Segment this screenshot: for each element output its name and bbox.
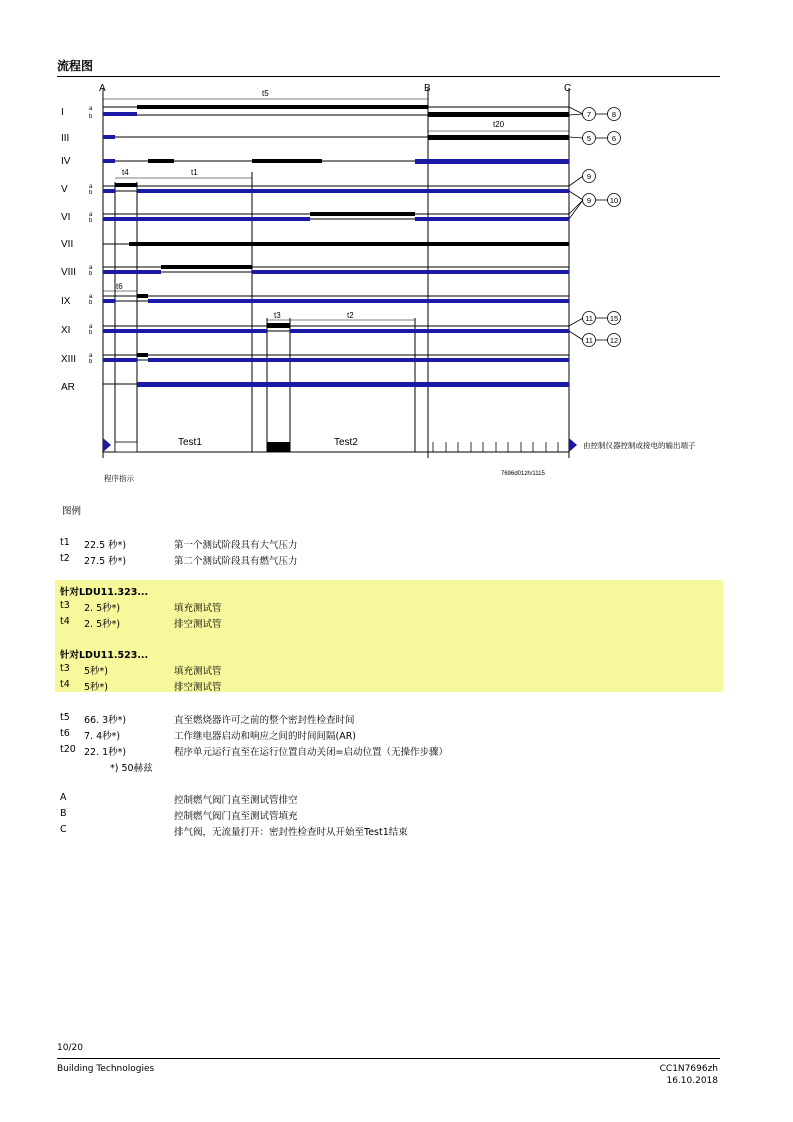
program-sequence xyxy=(103,437,577,452)
terminal-label: 12 xyxy=(609,336,619,345)
terminal-label: 15 xyxy=(609,314,619,323)
ab-a: a xyxy=(89,265,93,271)
row-label-i: I xyxy=(61,107,64,118)
legend-desc: 程序单元运行直至在运行位置自动关闭=启动位置（无操作步骤） xyxy=(174,747,448,758)
group-heading: 针对LDU11.523... xyxy=(60,650,149,661)
row-label-iii: III xyxy=(61,133,70,144)
legend-desc: 第二个测试阶段具有燃气压力 xyxy=(174,556,298,567)
row-label-vi: VI xyxy=(61,212,71,223)
group-heading: 针对LDU11.323... xyxy=(60,587,149,598)
ab-a: a xyxy=(89,184,93,190)
highlight-box xyxy=(55,580,723,692)
terminal-label: 7 xyxy=(586,110,592,119)
page-title: 流程图 xyxy=(57,59,94,73)
ab-a: a xyxy=(89,294,93,300)
test2-label: Test2 xyxy=(334,437,358,448)
t2-label: t2 xyxy=(347,311,354,320)
legend-desc: 填充测试管 xyxy=(174,603,222,614)
terminal-label: 11 xyxy=(585,336,593,345)
legend-desc: 直至燃烧器许可之前的整个密封性检查时间 xyxy=(174,715,355,726)
legend-desc: 第一个测试阶段具有大气压力 xyxy=(174,540,298,551)
legend-value: 5秒*) xyxy=(84,682,109,693)
legend-value: 27.5 秒*) xyxy=(84,556,127,567)
row-label-ix: IX xyxy=(61,296,71,307)
position-key: A xyxy=(60,792,67,803)
row-label-viii: VIII xyxy=(61,267,77,278)
terminal-label: 9 xyxy=(586,196,592,205)
row-label-vii: VII xyxy=(61,239,74,250)
legend-key: t20 xyxy=(60,744,76,755)
row-label-xi: XI xyxy=(61,325,71,336)
legend-value: 2. 5秒*) xyxy=(84,619,121,630)
row-label-ar: AR xyxy=(61,382,75,393)
test1-label: Test1 xyxy=(178,437,202,448)
row-label-xiii: XIII xyxy=(61,354,77,365)
legend-key: t2 xyxy=(60,553,70,564)
ab-a: a xyxy=(89,212,93,218)
ab-b: b xyxy=(89,359,93,365)
t6-label: t6 xyxy=(116,282,123,291)
legend-key: t3 xyxy=(60,663,70,674)
signal-bars xyxy=(103,105,569,387)
ab-b: b xyxy=(89,271,93,277)
ab-a: a xyxy=(89,353,93,359)
t3-label: t3 xyxy=(274,311,281,320)
ab-b: b xyxy=(89,218,93,224)
position-desc: 控制燃气阀门直至测试管填充 xyxy=(174,811,298,822)
legend-value: 5秒*) xyxy=(84,666,109,677)
ab-a: a xyxy=(89,324,93,330)
terminal-label: 8 xyxy=(611,110,617,119)
legend-key: t4 xyxy=(60,679,70,690)
ab-b: b xyxy=(89,114,93,120)
position-desc: 控制燃气阀门直至测试管排空 xyxy=(174,795,298,806)
flow-diagram xyxy=(0,0,793,500)
position-desc: 排气阀，无流量打开：密封性检查时从开始至Test1结束 xyxy=(174,827,408,838)
legend-key: t4 xyxy=(60,616,70,627)
footer-rule xyxy=(57,1058,720,1059)
legend-value: 66. 3秒*) xyxy=(84,715,127,726)
legend-key: t3 xyxy=(60,600,70,611)
legend-heading: 图例 xyxy=(62,506,82,517)
legend-desc: 填充测试管 xyxy=(174,666,222,677)
t20-label: t20 xyxy=(493,120,505,129)
terminal-label: 5 xyxy=(586,134,592,143)
t4-label: t4 xyxy=(122,168,129,177)
legend-key: t6 xyxy=(60,728,70,739)
marker-b: B xyxy=(424,83,431,94)
footnote: *) 50赫兹 xyxy=(110,763,153,774)
legend-value: 2. 5秒*) xyxy=(84,603,121,614)
company-name: Building Technologies xyxy=(57,1064,155,1074)
drawing-id: 7696d01zh/1115 xyxy=(501,471,545,477)
legend-value: 22.5 秒*) xyxy=(84,540,127,551)
doc-code: CC1N7696zh xyxy=(659,1064,718,1074)
ab-b: b xyxy=(89,190,93,196)
ab-b: b xyxy=(89,330,93,336)
legend-desc: 排空测试管 xyxy=(174,682,222,693)
legend-desc: 工作继电器启动和响应之间的时间间隔(AR) xyxy=(174,731,357,742)
output-note: 由控制仪器控制或接电的输出端子 xyxy=(583,441,696,450)
terminal-label: 10 xyxy=(609,196,619,205)
marker-a: A xyxy=(99,83,106,94)
legend-desc: 排空测试管 xyxy=(174,619,222,630)
ab-b: b xyxy=(89,300,93,306)
row-label-iv: IV xyxy=(61,156,71,167)
terminal-label: 11 xyxy=(585,314,593,323)
marker-c: C xyxy=(564,83,572,94)
legend-value: 22. 1秒*) xyxy=(84,747,127,758)
position-key: B xyxy=(60,808,67,819)
doc-date: 16.10.2018 xyxy=(666,1076,718,1086)
row-label-v: V xyxy=(61,184,68,195)
t1-label: t1 xyxy=(191,168,198,177)
position-key: C xyxy=(60,824,67,835)
legend-key: t5 xyxy=(60,712,70,723)
program-note: 程序指示 xyxy=(104,474,134,483)
legend-value: 7. 4秒*) xyxy=(84,731,121,742)
terminal-label: 6 xyxy=(611,134,617,143)
legend-key: t1 xyxy=(60,537,70,548)
ab-a: a xyxy=(89,106,93,112)
terminal-label: 9 xyxy=(586,172,592,181)
page-number: 10/20 xyxy=(57,1043,83,1053)
t5-label: t5 xyxy=(262,89,269,98)
